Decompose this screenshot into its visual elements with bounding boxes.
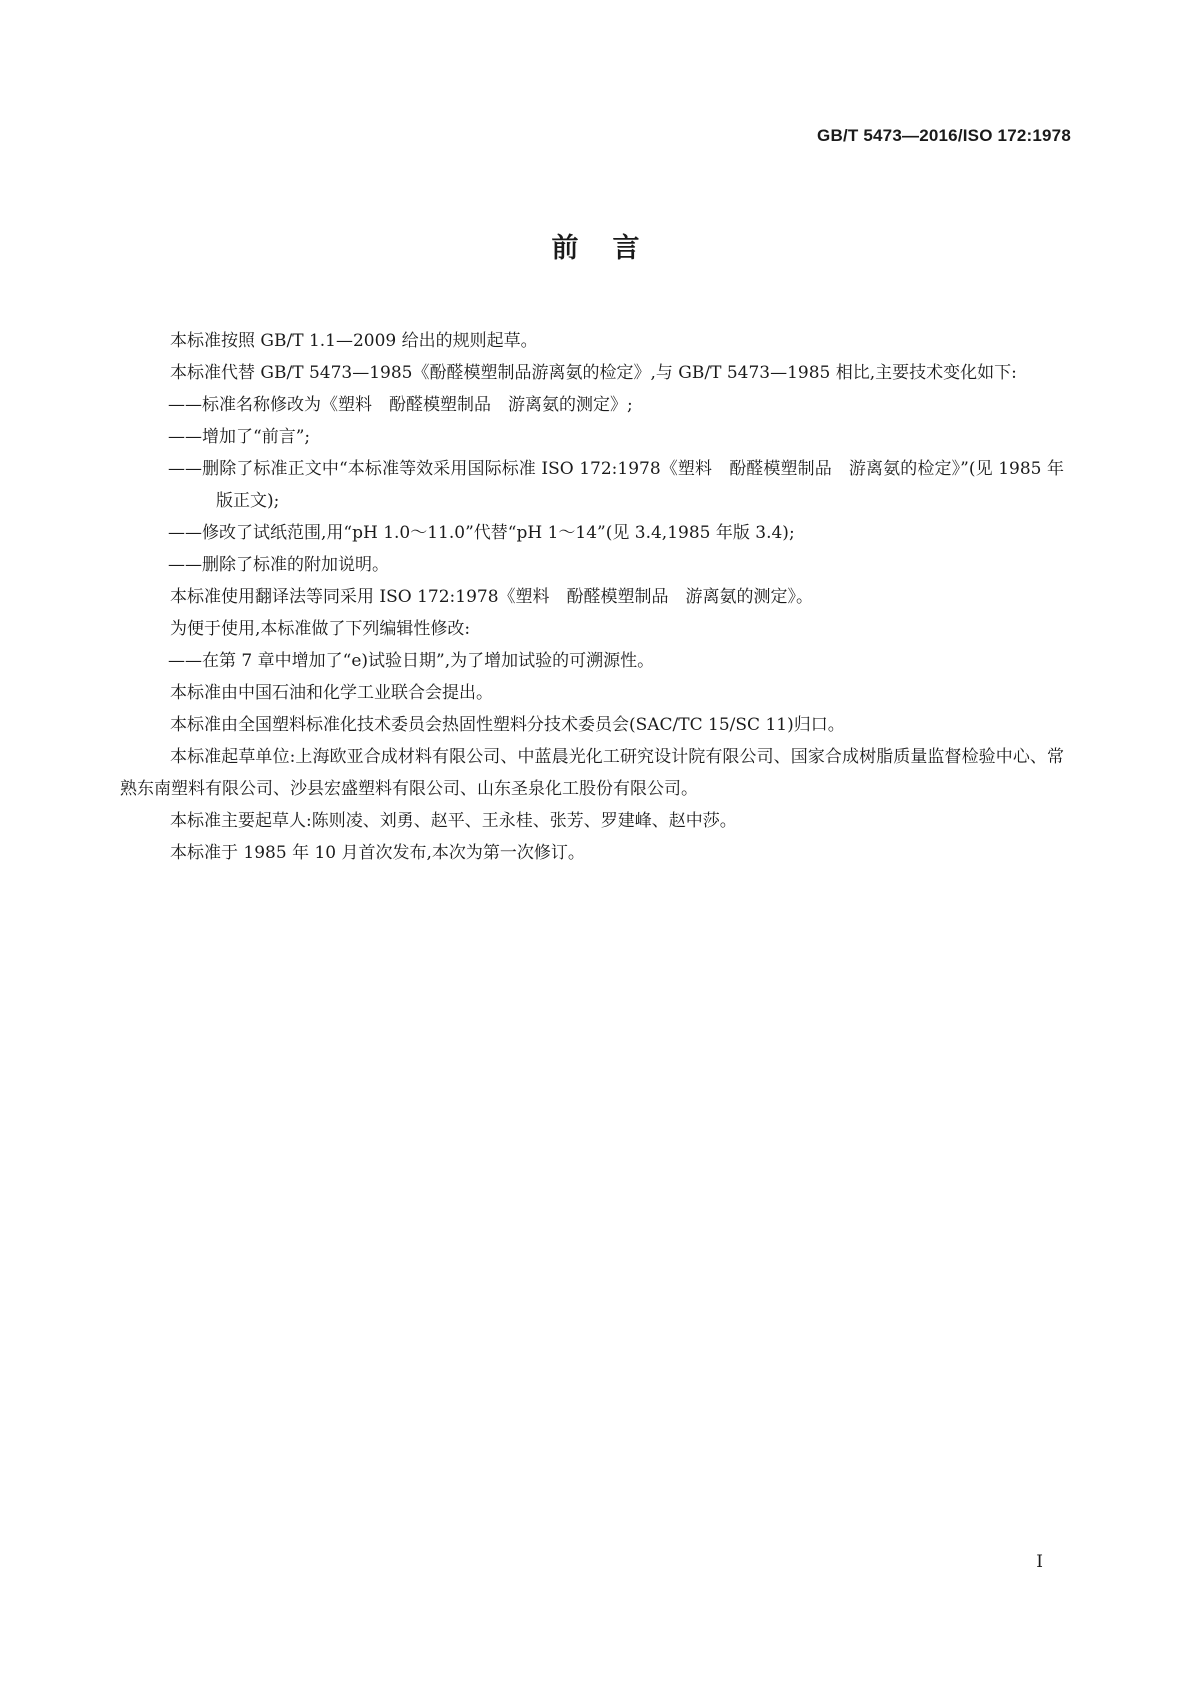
paragraph-drafters: 本标准主要起草人:陈则凌、刘勇、赵平、王永桂、张芳、罗建峰、赵中莎。 xyxy=(170,811,737,831)
foreword-body xyxy=(120,325,1064,869)
paragraph-drafting-rules: 本标准按照 GB/T 1.1—2009 给出的规则起草。 xyxy=(170,331,538,351)
change-item-title: ——标准名称修改为《塑料 酚醛模塑制品 游离氨的测定》; xyxy=(168,395,633,415)
paragraph-replacement: 本标准代替 GB/T 5473—1985《酚醛模塑制品游离氨的检定》,与 GB/T 5473—1985 相比,主要技术变化如下: xyxy=(170,363,1017,383)
change-item-ph-range: ——修改了试纸范围,用“pH 1.0～11.0”代替“pH 1～14”(见 3.4,1985 年版 3.4); xyxy=(168,523,795,543)
paragraph-history: 本标准于 1985 年 10 月首次发布,本次为第一次修订。 xyxy=(170,843,585,863)
change-item-equivalence: ——删除了标准正文中“本标准等效采用国际标准 ISO 172:1978《塑料 酚醛模塑制品 游离氨的检定》”(见 1985 年版正文); xyxy=(168,459,1064,511)
change-item-appendix: ——删除了标准的附加说明。 xyxy=(168,555,389,575)
change-item-foreword: ——增加了“前言”; xyxy=(168,427,311,447)
paragraph-translation: 本标准使用翻译法等同采用 ISO 172:1978《塑料 酚醛模塑制品 游离氨的测定》。 xyxy=(170,587,814,607)
page-number: I xyxy=(1036,1552,1043,1572)
paragraph-editorial: 为便于使用,本标准做了下列编辑性修改: xyxy=(170,619,471,639)
standard-code-header: GB/T 5473—2016/ISO 172:1978 xyxy=(817,126,1071,145)
paragraph-drafting-units: 本标准起草单位:上海欧亚合成材料有限公司、中蓝晨光化工研究设计院有限公司、国家合成树脂质量监督检验中心、常熟东南塑料有限公司、沙县宏盛塑料有限公司、山东圣泉化工股份有限公司。 xyxy=(120,747,1064,799)
page-title: 前言 xyxy=(551,233,674,264)
paragraph-proposer: 本标准由中国石油和化学工业联合会提出。 xyxy=(170,683,493,703)
paragraph-committee: 本标准由全国塑料标准化技术委员会热固性塑料分技术委员会(SAC/TC 15/SC 11)归口。 xyxy=(170,715,845,735)
editorial-item-test-date: ——在第 7 章中增加了“e)试验日期”,为了增加试验的可溯源性。 xyxy=(168,651,655,671)
